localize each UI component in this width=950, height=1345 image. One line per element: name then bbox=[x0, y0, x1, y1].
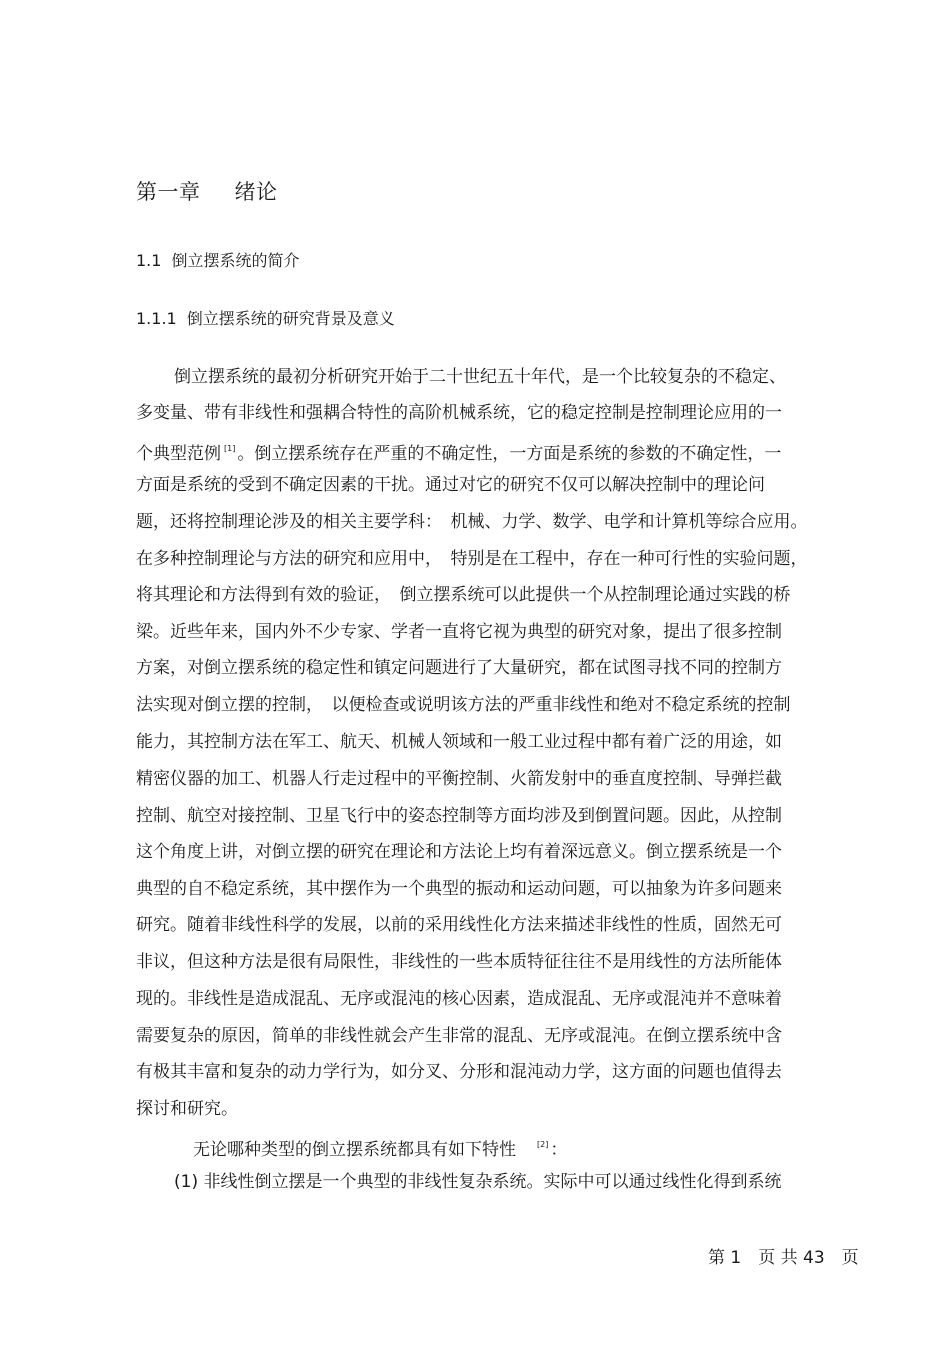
subsection-number: 1.1.1 bbox=[136, 309, 177, 328]
body-line: 控制、航空对接控制、卫星飞行中的姿态控制等方面均涉及到倒置问题。因此，从控制 bbox=[136, 806, 782, 826]
citation-ref: [1] bbox=[224, 444, 236, 453]
body-line: 题，还将控制理论涉及的相关主要学科： 机械、力学、数学、电学和计算机等综合应用。 bbox=[136, 512, 808, 532]
body-line-with-citation bbox=[136, 438, 781, 465]
page-footer: 第 1 页 共 43 页 bbox=[708, 1248, 859, 1268]
chapter-number: 第一章 bbox=[136, 180, 201, 204]
section-heading bbox=[136, 248, 299, 271]
body-line: 研究。随着非线性科学的发展，以前的采用线性化方法来描述非线性的性质，固然无可 bbox=[136, 915, 782, 935]
body-line: 需要复杂的原因，简单的非线性就会产生非常的混乱、无序或混沌。在倒立摆系统中含 bbox=[136, 1026, 782, 1046]
section-title: 倒立摆系统的简介 bbox=[171, 251, 300, 270]
body-line: 非议，但这种方法是很有局限性，非线性的一些本质特征往往不是用线性的方法所能体 bbox=[136, 952, 782, 972]
list-item-label: (1) bbox=[174, 1172, 199, 1192]
body-text: 。倒立摆系统存在严重的不确定性，一方面是系统的参数的不确定性，一 bbox=[237, 444, 782, 464]
body-line: 现的。非线性是造成混乱、无序或混沌的核心因素，造成混乱、无序或混沌并不意味着 bbox=[136, 989, 782, 1009]
body-line: 方案，对倒立摆系统的稳定性和镇定问题进行了大量研究，都在试图寻找不同的控制方 bbox=[136, 658, 782, 678]
body-line: 这个角度上讲，对倒立摆的研究在理论和方法论上均有着深远意义。倒立摆系统是一个 bbox=[136, 842, 782, 862]
list-item bbox=[174, 1171, 782, 1193]
body-line: 能力，其控制方法在军工、航天、机械人领域和一般工业过程中都有着广泛的用途，如 bbox=[136, 732, 782, 752]
section-number: 1.1 bbox=[136, 251, 162, 270]
subsection-heading bbox=[136, 306, 395, 329]
chapter-name: 绪论 bbox=[234, 180, 278, 204]
body-line: 方面是系统的受到不确定因素的干扰。通过对它的研究不仅可以解决控制中的理论问 bbox=[136, 475, 765, 495]
body-line: 将其理论和方法得到有效的验证， 倒立摆系统可以此提供一个从控制理论通过实践的桥 bbox=[136, 585, 791, 605]
body-line: 典型的自不稳定系统，其中摆作为一个典型的振动和运动问题，可以抽象为许多问题来 bbox=[136, 879, 782, 899]
body-line: 精密仪器的加工、机器人行走过程中的平衡控制、火箭发射中的垂直度控制、导弹拦截 bbox=[136, 769, 782, 789]
body-line: 在多种控制理论与方法的研究和应用中， 特别是在工程中，存在一种可行性的实验问题， bbox=[136, 549, 808, 569]
body-text: 无论哪种类型的倒立摆系统都具有如下特性 bbox=[193, 1140, 516, 1160]
list-item-text: 非线性倒立摆是一个典型的非线性复杂系统。实际中可以通过线性化得到系统 bbox=[203, 1172, 782, 1192]
subsection-title: 倒立摆系统的研究背景及意义 bbox=[186, 309, 395, 328]
body-line: 倒立摆系统的最初分析研究开始于二十世纪五十年代，是一个比较复杂的不稳定、 bbox=[174, 367, 786, 387]
body-line: 法实现对倒立摆的控制， 以便检查或说明该方法的严重非线性和绝对不稳定系统的控制 bbox=[136, 695, 791, 715]
body-line-with-citation bbox=[193, 1134, 567, 1161]
body-text: ： bbox=[550, 1140, 568, 1160]
body-line: 探讨和研究。 bbox=[136, 1099, 238, 1119]
body-line: 有极其丰富和复杂的动力学行为，如分叉、分形和混沌动力学，这方面的问题也值得去 bbox=[136, 1062, 782, 1082]
body-text: 个典型范例 bbox=[136, 444, 221, 464]
chapter-title bbox=[136, 176, 278, 206]
body-line: 多变量、带有非线性和强耦合特性的高阶机械系统，它的稳定控制是控制理论应用的一 bbox=[136, 403, 782, 423]
body-line: 梁。近些年来，国内外不少专家、学者一直将它视为典型的研究对象，提出了很多控制 bbox=[136, 622, 782, 642]
citation-ref: [2] bbox=[537, 1140, 549, 1149]
